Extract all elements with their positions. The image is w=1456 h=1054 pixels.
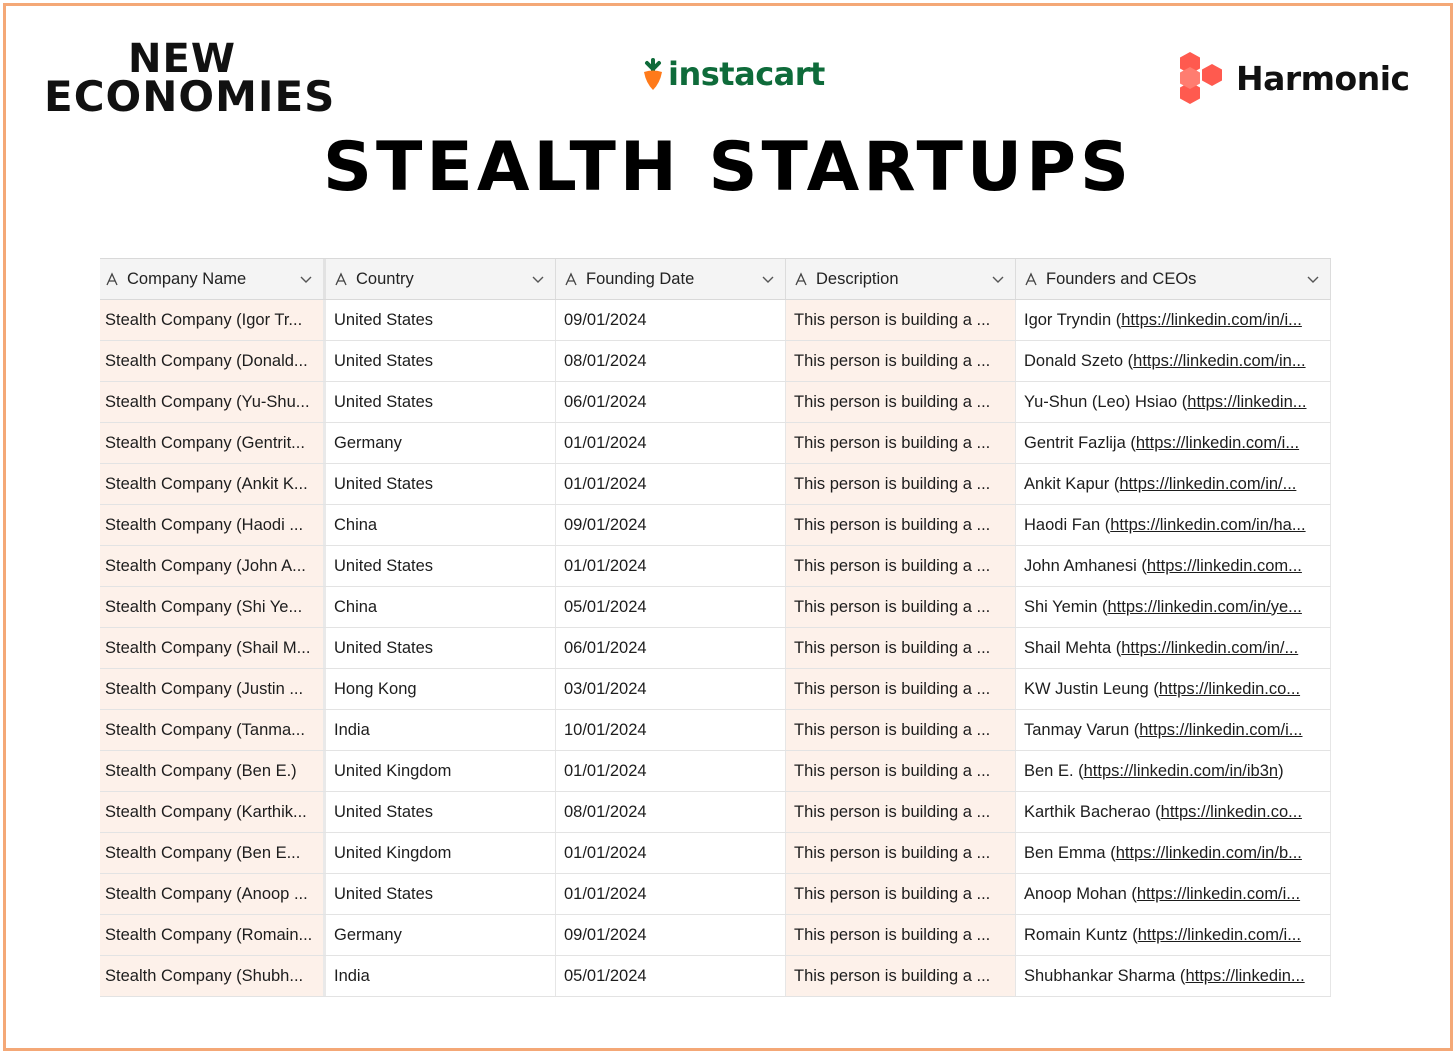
cell-country[interactable]: United Kingdom xyxy=(326,833,556,873)
cell-country[interactable]: India xyxy=(326,956,556,996)
cell-founding-date[interactable]: 06/01/2024 xyxy=(556,382,786,422)
harmonic-wordmark: Harmonic xyxy=(1236,58,1410,98)
founder-name: Karthik Bacherao ( xyxy=(1024,802,1161,821)
column-header-country[interactable] xyxy=(326,259,556,299)
cell-founders[interactable] xyxy=(1016,751,1331,791)
cell-founding-date[interactable]: 05/01/2024 xyxy=(556,956,786,996)
hexagon-cluster-icon xyxy=(1176,50,1228,106)
cell-company-name[interactable]: Stealth Company (Anoop ... xyxy=(100,874,326,914)
new-economies-logo xyxy=(44,36,336,121)
table-row[interactable] xyxy=(100,546,1331,587)
founder-linkedin-link[interactable]: https://linkedin... xyxy=(1185,966,1305,985)
cell-description[interactable]: This person is building a ... xyxy=(786,587,1016,627)
cell-description[interactable]: This person is building a ... xyxy=(786,423,1016,463)
cell-description[interactable]: This person is building a ... xyxy=(786,956,1016,996)
founder-name: Gentrit Fazlija ( xyxy=(1024,433,1136,452)
cell-founders[interactable] xyxy=(1016,710,1331,750)
cell-company-name[interactable]: Stealth Company (Ben E... xyxy=(100,833,326,873)
cell-founders[interactable] xyxy=(1016,628,1331,668)
cell-founders[interactable] xyxy=(1016,669,1331,709)
cell-founding-date[interactable]: 06/01/2024 xyxy=(556,628,786,668)
data-table xyxy=(100,258,1331,997)
cell-description[interactable]: This person is building a ... xyxy=(786,710,1016,750)
cell-description[interactable]: This person is building a ... xyxy=(786,792,1016,832)
cell-country[interactable]: United States xyxy=(326,382,556,422)
column-label: Company Name xyxy=(127,269,247,288)
founder-name: Romain Kuntz ( xyxy=(1024,925,1138,944)
founder-tail: ) xyxy=(1278,761,1284,780)
cell-founders[interactable] xyxy=(1016,587,1331,627)
page-title: STEALTH STARTUPS xyxy=(323,128,1133,207)
founder-name: Shi Yemin ( xyxy=(1024,597,1108,616)
cell-country[interactable]: India xyxy=(326,710,556,750)
founder-name: Ben Emma ( xyxy=(1024,843,1116,862)
table-row[interactable] xyxy=(100,874,1331,915)
cell-founding-date[interactable]: 08/01/2024 xyxy=(556,792,786,832)
founder-name: Ankit Kapur ( xyxy=(1024,474,1120,493)
cell-company-name[interactable]: Stealth Company (Tanma... xyxy=(100,710,326,750)
cell-description[interactable]: This person is building a ... xyxy=(786,546,1016,586)
cell-founding-date[interactable]: 01/01/2024 xyxy=(556,833,786,873)
cell-founding-date[interactable]: 01/01/2024 xyxy=(556,874,786,914)
founder-linkedin-link[interactable]: https://linkedin.com/i... xyxy=(1135,433,1300,452)
founder-name: Tanmay Varun ( xyxy=(1024,720,1140,739)
table-row[interactable] xyxy=(100,464,1331,505)
table-row[interactable] xyxy=(100,833,1331,874)
table-row[interactable] xyxy=(100,587,1331,628)
cell-founders[interactable] xyxy=(1016,382,1331,422)
founder-linkedin-link[interactable]: https://linkedin.co... xyxy=(1160,802,1302,821)
cell-company-name[interactable]: Stealth Company (Shail M... xyxy=(100,628,326,668)
founder-name: Yu-Shun (Leo) Hsiao ( xyxy=(1024,392,1188,411)
cell-description[interactable]: This person is building a ... xyxy=(786,915,1016,955)
cell-founders[interactable] xyxy=(1016,833,1331,873)
table-body xyxy=(100,300,1331,997)
cell-country[interactable]: United States xyxy=(326,874,556,914)
chevron-down-icon[interactable] xyxy=(299,272,313,286)
cell-founding-date[interactable]: 01/01/2024 xyxy=(556,751,786,791)
table-row[interactable] xyxy=(100,341,1331,382)
cell-founding-date[interactable]: 08/01/2024 xyxy=(556,341,786,381)
founder-linkedin-link[interactable]: https://linkedin.com/in/... xyxy=(1121,638,1299,657)
cell-founding-date[interactable]: 05/01/2024 xyxy=(556,587,786,627)
cell-company-name[interactable]: Stealth Company (Romain... xyxy=(100,915,326,955)
founder-linkedin-link[interactable]: https://linkedin.com/in/ye... xyxy=(1107,597,1302,616)
cell-description[interactable]: This person is building a ... xyxy=(786,669,1016,709)
founder-name: Anoop Mohan ( xyxy=(1024,884,1137,903)
cell-country[interactable]: Germany xyxy=(326,915,556,955)
column-label: Country xyxy=(356,269,414,288)
founder-name: Haodi Fan ( xyxy=(1024,515,1111,534)
cell-description[interactable]: This person is building a ... xyxy=(786,464,1016,504)
carrot-icon xyxy=(640,57,666,91)
text-field-icon xyxy=(564,272,578,286)
cell-founders[interactable] xyxy=(1016,874,1331,914)
cell-description[interactable]: This person is building a ... xyxy=(786,833,1016,873)
harmonic-logo xyxy=(1176,50,1410,106)
cell-founding-date[interactable]: 01/01/2024 xyxy=(556,464,786,504)
founder-linkedin-link[interactable]: https://linkedin.com/in/b... xyxy=(1115,843,1302,862)
cell-founders[interactable] xyxy=(1016,423,1331,463)
cell-company-name[interactable]: Stealth Company (Haodi ... xyxy=(100,505,326,545)
column-header-company-name[interactable] xyxy=(100,259,326,299)
cell-founding-date[interactable]: 09/01/2024 xyxy=(556,915,786,955)
cell-country[interactable]: United States xyxy=(326,341,556,381)
cell-company-name[interactable]: Stealth Company (Yu-Shu... xyxy=(100,382,326,422)
cell-founders[interactable] xyxy=(1016,956,1331,996)
cell-country[interactable]: China xyxy=(326,587,556,627)
cell-country[interactable]: Hong Kong xyxy=(326,669,556,709)
table-row[interactable] xyxy=(100,710,1331,751)
table-header xyxy=(100,259,1331,300)
cell-description[interactable]: This person is building a ... xyxy=(786,874,1016,914)
founder-linkedin-link[interactable]: https://linkedin.com/in/... xyxy=(1119,474,1297,493)
cell-description[interactable]: This person is building a ... xyxy=(786,300,1016,340)
cell-country[interactable]: United States xyxy=(326,546,556,586)
founder-linkedin-link[interactable]: https://linkedin.com/i... xyxy=(1136,884,1301,903)
founder-name: Shubhankar Sharma ( xyxy=(1024,966,1186,985)
text-field-icon xyxy=(334,272,348,286)
cell-country[interactable]: United States xyxy=(326,300,556,340)
column-label: Description xyxy=(816,269,899,288)
chevron-down-icon[interactable] xyxy=(531,272,545,286)
cell-country[interactable]: China xyxy=(326,505,556,545)
cell-founders[interactable] xyxy=(1016,341,1331,381)
cell-company-name[interactable]: Stealth Company (Karthik... xyxy=(100,792,326,832)
cell-company-name[interactable]: Stealth Company (Donald... xyxy=(100,341,326,381)
founder-name: KW Justin Leung ( xyxy=(1024,679,1159,698)
cell-description[interactable]: This person is building a ... xyxy=(786,505,1016,545)
founder-name: John Amhanesi ( xyxy=(1024,556,1147,575)
cell-founding-date[interactable]: 03/01/2024 xyxy=(556,669,786,709)
instacart-wordmark: instacart xyxy=(668,55,825,93)
table-row[interactable] xyxy=(100,751,1331,792)
cell-founding-date[interactable]: 09/01/2024 xyxy=(556,505,786,545)
cell-description[interactable]: This person is building a ... xyxy=(786,382,1016,422)
column-label: Founders and CEOs xyxy=(1046,269,1197,288)
founder-name: Ben E. ( xyxy=(1024,761,1084,780)
table-row[interactable] xyxy=(100,505,1331,546)
cell-company-name[interactable]: Stealth Company (Gentrit... xyxy=(100,423,326,463)
table-row[interactable] xyxy=(100,669,1331,710)
cell-company-name[interactable]: Stealth Company (Ankit K... xyxy=(100,464,326,504)
column-label: Founding Date xyxy=(586,269,695,288)
founder-linkedin-link[interactable]: https://linkedin.com/in/i... xyxy=(1121,310,1302,329)
cell-founders[interactable] xyxy=(1016,505,1331,545)
founder-linkedin-link[interactable]: https://linkedin.com/i... xyxy=(1137,925,1301,944)
cell-company-name[interactable]: Stealth Company (Ben E.) xyxy=(100,751,326,791)
cell-description[interactable]: This person is building a ... xyxy=(786,341,1016,381)
chevron-down-icon[interactable] xyxy=(761,272,775,286)
new-economies-logo-line1: NEW xyxy=(128,36,236,82)
table-row[interactable] xyxy=(100,792,1331,833)
cell-founders[interactable] xyxy=(1016,464,1331,504)
cell-description[interactable]: This person is building a ... xyxy=(786,628,1016,668)
cell-company-name[interactable]: Stealth Company (John A... xyxy=(100,546,326,586)
cell-company-name[interactable]: Stealth Company (Igor Tr... xyxy=(100,300,326,340)
founder-linkedin-link[interactable]: https://linkedin.com/in/ib3n xyxy=(1083,761,1279,780)
cell-country[interactable]: United States xyxy=(326,792,556,832)
founder-linkedin-link[interactable]: https://linkedin.com... xyxy=(1146,556,1302,575)
instacart-logo xyxy=(640,52,825,96)
cell-description[interactable]: This person is building a ... xyxy=(786,751,1016,791)
column-header-description[interactable] xyxy=(786,259,1016,299)
text-field-icon xyxy=(794,272,808,286)
founder-linkedin-link[interactable]: https://linkedin.com/i... xyxy=(1139,720,1303,739)
cell-founding-date[interactable]: 09/01/2024 xyxy=(556,300,786,340)
founder-name: Donald Szeto ( xyxy=(1024,351,1134,370)
cell-country[interactable]: United States xyxy=(326,628,556,668)
cell-founders[interactable] xyxy=(1016,792,1331,832)
founder-linkedin-link[interactable]: https://linkedin.com/in/ha... xyxy=(1110,515,1306,534)
chevron-down-icon[interactable] xyxy=(1306,272,1320,286)
text-field-icon xyxy=(105,272,119,286)
table-row[interactable] xyxy=(100,628,1331,669)
table-row[interactable] xyxy=(100,423,1331,464)
column-header-founders[interactable] xyxy=(1016,259,1331,299)
new-economies-logo-line2: ECONOMIES xyxy=(44,72,336,121)
founder-linkedin-link[interactable]: https://linkedin... xyxy=(1187,392,1307,411)
chevron-down-icon[interactable] xyxy=(991,272,1005,286)
column-header-founding-date[interactable] xyxy=(556,259,786,299)
cell-founding-date[interactable]: 01/01/2024 xyxy=(556,423,786,463)
cell-company-name[interactable]: Stealth Company (Shi Ye... xyxy=(100,587,326,627)
founder-name: Igor Tryndin ( xyxy=(1024,310,1122,329)
cell-company-name[interactable]: Stealth Company (Justin ... xyxy=(100,669,326,709)
table-row[interactable] xyxy=(100,300,1331,341)
cell-country[interactable]: United States xyxy=(326,464,556,504)
cell-founding-date[interactable]: 10/01/2024 xyxy=(556,710,786,750)
founder-linkedin-link[interactable]: https://linkedin.co... xyxy=(1158,679,1301,698)
table-row[interactable] xyxy=(100,382,1331,423)
cell-founders[interactable] xyxy=(1016,546,1331,586)
cell-country[interactable]: Germany xyxy=(326,423,556,463)
table-row[interactable] xyxy=(100,956,1331,997)
cell-founding-date[interactable]: 01/01/2024 xyxy=(556,546,786,586)
table-row[interactable] xyxy=(100,915,1331,956)
founder-linkedin-link[interactable]: https://linkedin.com/in... xyxy=(1133,351,1306,370)
cell-founders[interactable] xyxy=(1016,300,1331,340)
founder-name: Shail Mehta ( xyxy=(1024,638,1122,657)
text-field-icon xyxy=(1024,272,1038,286)
cell-founders[interactable] xyxy=(1016,915,1331,955)
cell-country[interactable]: United Kingdom xyxy=(326,751,556,791)
cell-company-name[interactable]: Stealth Company (Shubh... xyxy=(100,956,326,996)
